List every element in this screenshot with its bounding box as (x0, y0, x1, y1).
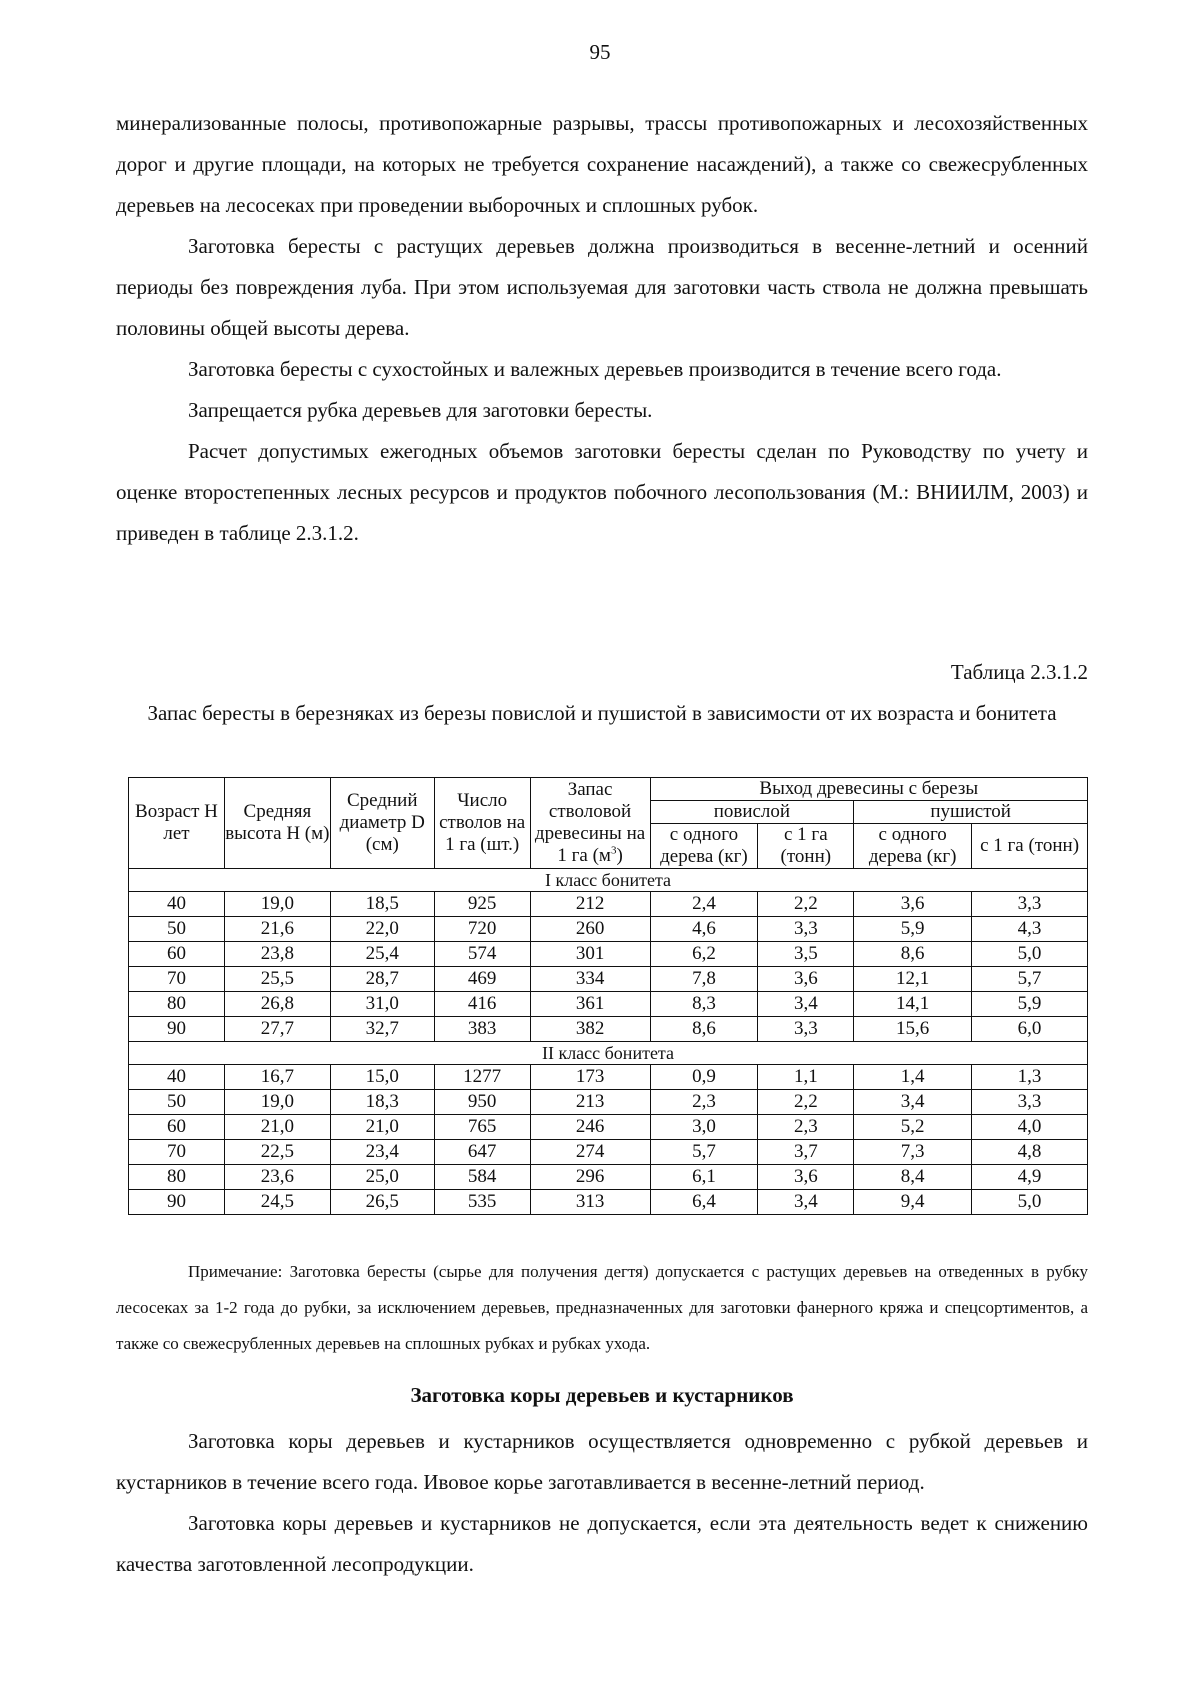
table-cell: 6,2 (650, 942, 758, 967)
table-section-row (129, 869, 1088, 892)
table-cell: 313 (530, 1190, 650, 1215)
table-cell: 720 (434, 917, 530, 942)
table-row (129, 967, 1088, 992)
table-row (129, 917, 1088, 942)
paragraph: Заготовка бересты с растущих деревьев должна производиться в весенне-летний и осенний периоды без повреждения луба. При этом используемая для заготовки часть ствола не должна превышать половины общей высоты дерева. (116, 234, 1088, 340)
table-cell: 3,6 (758, 1165, 854, 1190)
table-cell: 3,3 (972, 892, 1088, 917)
table-cell: 15,6 (854, 1017, 972, 1042)
table-cell: 15,0 (330, 1065, 434, 1090)
table-cell: 3,3 (758, 1017, 854, 1042)
table-cell: 70 (129, 1140, 225, 1165)
table-cell: 5,7 (650, 1140, 758, 1165)
table-cell: 4,0 (972, 1115, 1088, 1140)
table-cell: 3,4 (758, 1190, 854, 1215)
table-cell: 1277 (434, 1065, 530, 1090)
table-cell: 5,0 (972, 942, 1088, 967)
table-cell: 3,5 (758, 942, 854, 967)
paragraph: минерализованные полосы, противопожарные разрывы, трассы противопожарных и лесохозяйственных дорог и другие площади, на которых не требуется сохранение насаждений), а также со свежесрубленных деревьев на лесосеках при проведении выборочных и сплошных рубок. (116, 111, 1088, 217)
table-cell: 7,8 (650, 967, 758, 992)
table-cell: 246 (530, 1115, 650, 1140)
table-cell: 50 (129, 917, 225, 942)
header-age: Возраст Н лет (129, 778, 225, 869)
table-cell: 6,4 (650, 1190, 758, 1215)
table-cell: 22,5 (224, 1140, 330, 1165)
table-cell: 2,4 (650, 892, 758, 917)
table-number: Таблица 2.3.1.2 (950, 660, 1088, 684)
table-cell: 21,0 (224, 1115, 330, 1140)
table-cell: 7,3 (854, 1140, 972, 1165)
table-cell: 70 (129, 967, 225, 992)
table-row (129, 1165, 1088, 1190)
header-per-ha: с 1 га (тонн) (972, 824, 1088, 869)
table-cell: 8,3 (650, 992, 758, 1017)
paragraph: Заготовка коры деревьев и кустарников не допускается, если эта деятельность ведет к снижению качества заготовленной лесопродукции. (116, 1511, 1088, 1576)
table-row (129, 1140, 1088, 1165)
header-per-tree: с одного дерева (кг) (650, 824, 758, 869)
table-cell: 301 (530, 942, 650, 967)
table-cell: 4,3 (972, 917, 1088, 942)
header-stems: Число стволов на 1 га (шт.) (434, 778, 530, 869)
table-row (129, 1115, 1088, 1140)
table-cell: 23,8 (224, 942, 330, 967)
table-cell: 535 (434, 1190, 530, 1215)
table-cell: 3,4 (854, 1090, 972, 1115)
table-row (129, 1017, 1088, 1042)
paragraph: Заготовка бересты с сухостойных и валежных деревьев производится в течение всего года. (188, 357, 1002, 381)
table-cell: 260 (530, 917, 650, 942)
table-cell: 16,7 (224, 1065, 330, 1090)
table-cell: 383 (434, 1017, 530, 1042)
table-cell: 334 (530, 967, 650, 992)
table-cell: 416 (434, 992, 530, 1017)
table-cell: 925 (434, 892, 530, 917)
table-row (129, 892, 1088, 917)
table-cell: 5,0 (972, 1190, 1088, 1215)
table-cell: 24,5 (224, 1190, 330, 1215)
table-cell: 60 (129, 1115, 225, 1140)
table-cell: 8,4 (854, 1165, 972, 1190)
table-cell: 25,5 (224, 967, 330, 992)
table-cell: 5,9 (854, 917, 972, 942)
header-stock: Запас стволовой древесины на 1 га $(м^3)$ (530, 778, 650, 869)
table-cell: 8,6 (854, 942, 972, 967)
section-label: II класс бонитета (129, 1042, 1088, 1065)
header-pubescens: пушистой (854, 801, 1088, 824)
table-cell: 4,6 (650, 917, 758, 942)
paragraph: Запрещается рубка деревьев для заготовки бересты. (188, 398, 653, 422)
table-cell: 213 (530, 1090, 650, 1115)
table-cell: 584 (434, 1165, 530, 1190)
table-cell: 173 (530, 1065, 650, 1090)
table-cell: 40 (129, 892, 225, 917)
table-cell: 4,9 (972, 1165, 1088, 1190)
body-text-top (116, 103, 1088, 554)
table-cell: 18,5 (330, 892, 434, 917)
table-cell: 2,2 (758, 1090, 854, 1115)
table-cell: 23,6 (224, 1165, 330, 1190)
header-per-tree: с одного дерева (кг) (854, 824, 972, 869)
table-cell: 212 (530, 892, 650, 917)
table-cell: 80 (129, 992, 225, 1017)
table-cell: 27,7 (224, 1017, 330, 1042)
table-cell: 5,2 (854, 1115, 972, 1140)
table-cell: 2,2 (758, 892, 854, 917)
header-pendula: повислой (650, 801, 854, 824)
table-cell: 50 (129, 1090, 225, 1115)
table-cell: 296 (530, 1165, 650, 1190)
table-cell: 574 (434, 942, 530, 967)
table-cell: 25,0 (330, 1165, 434, 1190)
table-cell: 469 (434, 967, 530, 992)
table-cell: 3,0 (650, 1115, 758, 1140)
table-cell: 90 (129, 1017, 225, 1042)
table-cell: 18,3 (330, 1090, 434, 1115)
table-cell: 80 (129, 1165, 225, 1190)
header-height: Средняя высота Н (м) (224, 778, 330, 869)
table-cell: 8,6 (650, 1017, 758, 1042)
table-cell: 28,7 (330, 967, 434, 992)
table-cell: 647 (434, 1140, 530, 1165)
table-cell: 3,4 (758, 992, 854, 1017)
header-yield: Выход древесины с березы (650, 778, 1087, 801)
table-cell: 382 (530, 1017, 650, 1042)
section-heading: Заготовка коры деревьев и кустарников (410, 1383, 794, 1407)
table-cell: 2,3 (758, 1115, 854, 1140)
table-cell: 361 (530, 992, 650, 1017)
table-cell: 26,5 (330, 1190, 434, 1215)
table-cell: 3,3 (758, 917, 854, 942)
table-cell: 19,0 (224, 1090, 330, 1115)
table-row (129, 1065, 1088, 1090)
table-cell: 19,0 (224, 892, 330, 917)
table-note: Примечание: Заготовка бересты (сырье для получения дегтя) допускается с растущих деревьев на отведенных в рубку лесосеках за 1-2 года до рубки, за исключением деревьев, предназначенных для заготовки фанерного кряжа и спецсортиментов, а также со свежесрубленных деревьев на сплошных рубках и рубках ухода. (116, 1262, 1088, 1353)
table-cell: 6,0 (972, 1017, 1088, 1042)
table-row (129, 942, 1088, 967)
table-cell: 25,4 (330, 942, 434, 967)
paragraph: Заготовка коры деревьев и кустарников осуществляется одновременно с рубкой деревьев и кустарников в течение всего года. Ивовое корье заготавливается в весенне-летний период. (116, 1429, 1088, 1494)
table-cell: 1,4 (854, 1065, 972, 1090)
table-cell: 26,8 (224, 992, 330, 1017)
table-cell: 9,4 (854, 1190, 972, 1215)
table-cell: 31,0 (330, 992, 434, 1017)
table-cell: 6,1 (650, 1165, 758, 1190)
table-cell: 3,6 (854, 892, 972, 917)
table-cell: 12,1 (854, 967, 972, 992)
table-cell: 21,6 (224, 917, 330, 942)
table-cell: 23,4 (330, 1140, 434, 1165)
section-label: I класс бонитета (129, 869, 1088, 892)
table-cell: 765 (434, 1115, 530, 1140)
table-cell: 1,3 (972, 1065, 1088, 1090)
table-row (129, 1090, 1088, 1115)
table-cell: 3,6 (758, 967, 854, 992)
table-cell: 2,3 (650, 1090, 758, 1115)
table-cell: 5,7 (972, 967, 1088, 992)
table-cell: 60 (129, 942, 225, 967)
table-cell: 21,0 (330, 1115, 434, 1140)
table-cell: 40 (129, 1065, 225, 1090)
body-text-bottom (116, 1421, 1088, 1585)
table-row (129, 1190, 1088, 1215)
table-cell: 32,7 (330, 1017, 434, 1042)
page-number: 95 (589, 40, 611, 64)
table-cell: 950 (434, 1090, 530, 1115)
table-cell: 3,7 (758, 1140, 854, 1165)
table-cell: 274 (530, 1140, 650, 1165)
header-per-ha: с 1 га (тонн) (758, 824, 854, 869)
header-diameter: Средний диаметр D (см) (330, 778, 434, 869)
birch-bark-table (128, 777, 1088, 1215)
table-cell: 0,9 (650, 1065, 758, 1090)
table-row (129, 992, 1088, 1017)
table-cell: 14,1 (854, 992, 972, 1017)
paragraph: Расчет допустимых ежегодных объемов заготовки бересты сделан по Руководству по учету и оценке второстепенных лесных ресурсов и продуктов побочного лесопользования (М.: ВНИИЛМ, 2003) и приведен в таблице 2.3.1.2. (116, 439, 1088, 545)
table-cell: 5,9 (972, 992, 1088, 1017)
table-section-row (129, 1042, 1088, 1065)
table-cell: 3,3 (972, 1090, 1088, 1115)
table-cell: 90 (129, 1190, 225, 1215)
table-cell: 4,8 (972, 1140, 1088, 1165)
table-cell: 1,1 (758, 1065, 854, 1090)
table-title: Запас бересты в березняках из березы повислой и пушистой в зависимости от их возраста и бонитета (147, 701, 1057, 725)
table-cell: 22,0 (330, 917, 434, 942)
